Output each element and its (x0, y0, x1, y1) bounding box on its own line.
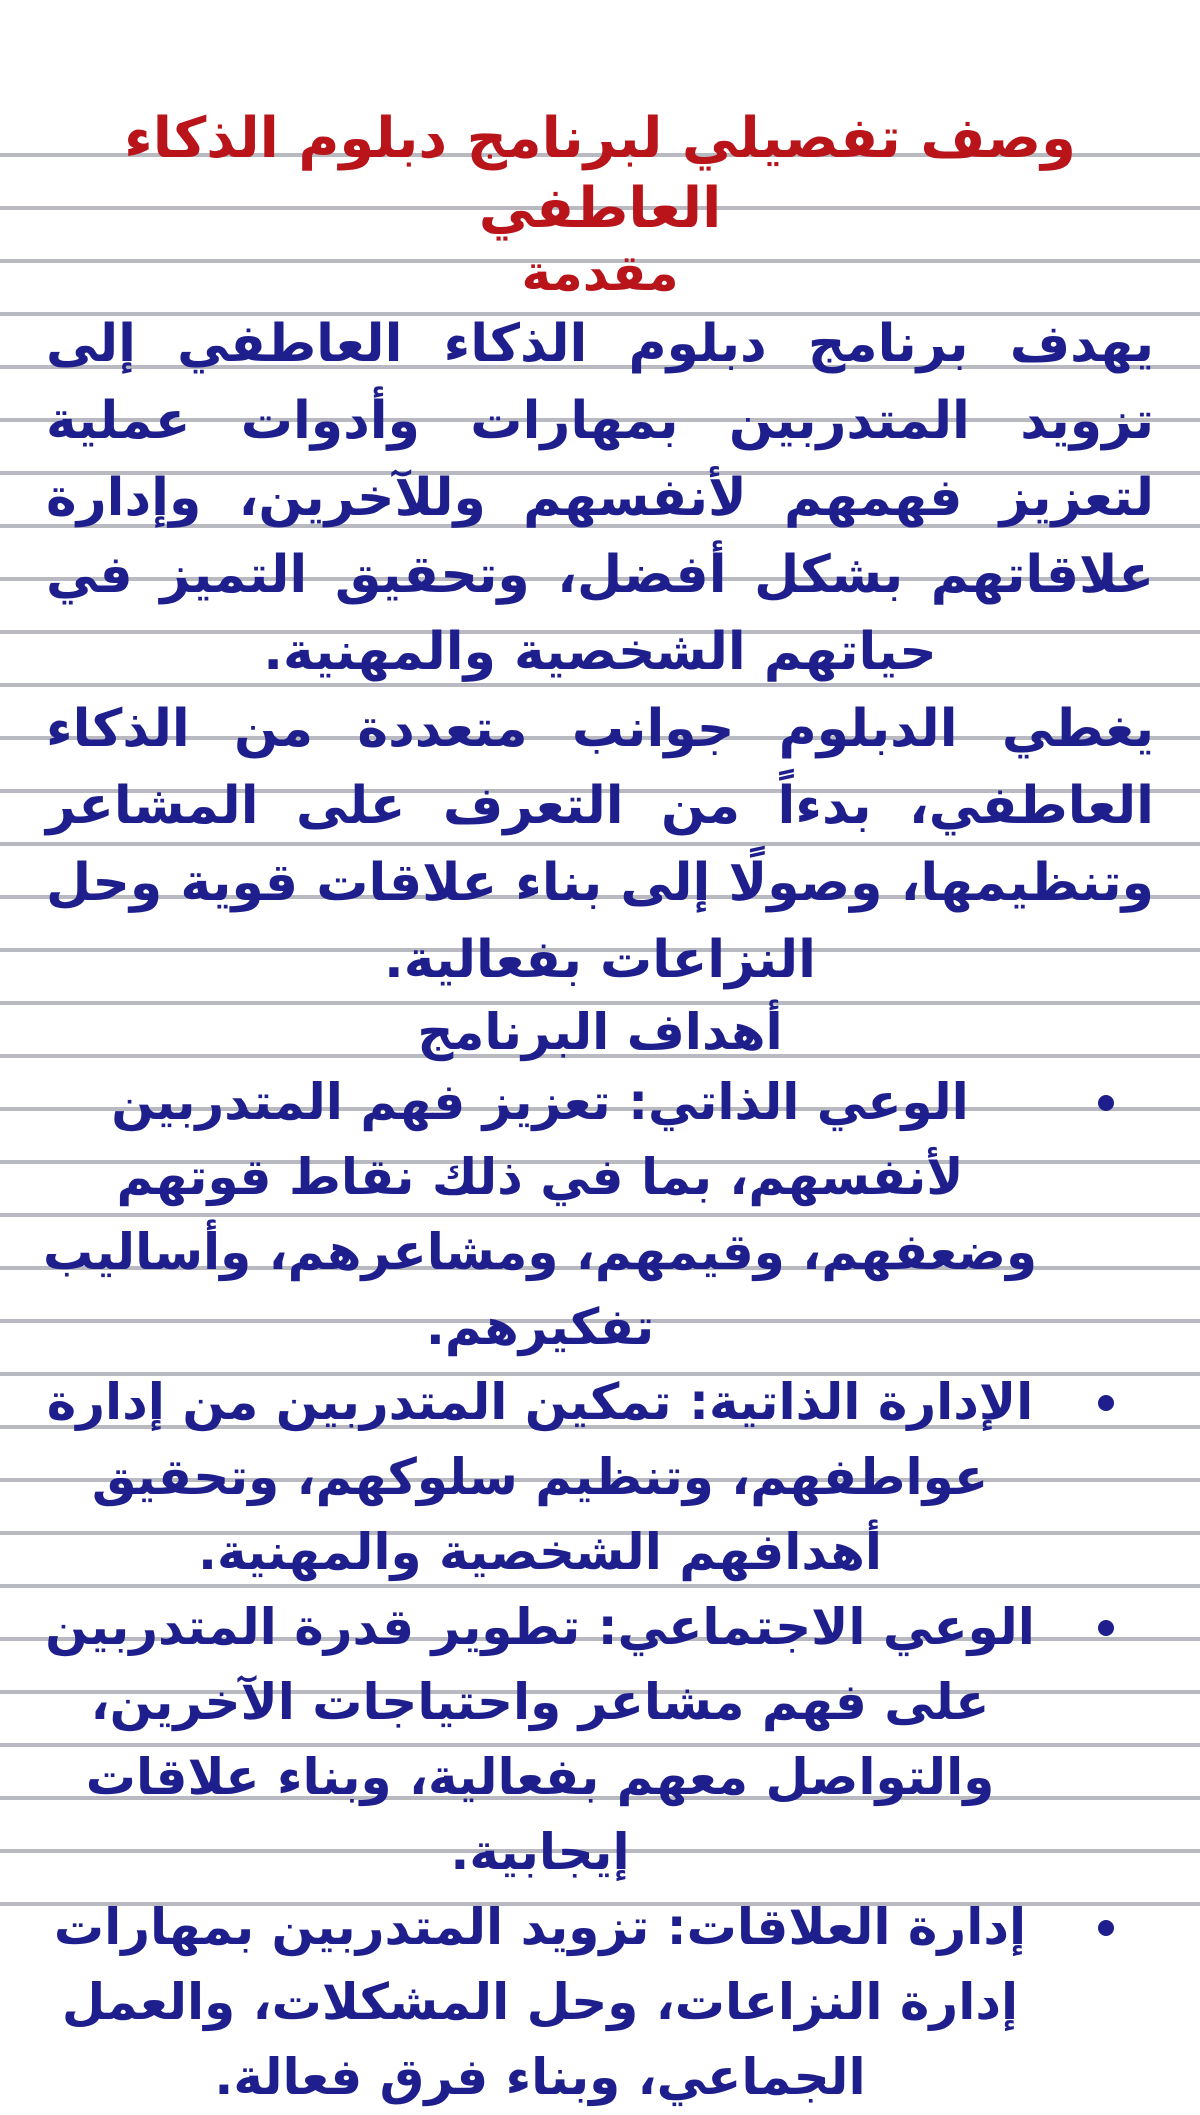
bullet-icon (1098, 1395, 1114, 1411)
goal-text: إدارة العلاقات: تزويد المتدربين بمهارات إدارة النزاعات، وحل المشكلات، والعمل الجماعي، وبناء فرق فعالة. (53, 1898, 1027, 2106)
goal-text: الإدارة الذاتية: تمكين المتدربين من إدارة عواطفهم، وتنظيم سلوكهم، وتحقيق أهدافهم الشخصية والمهنية. (46, 1373, 1034, 1581)
document-content (28, 104, 1172, 2115)
intro-paragraph-2: يغطي الدبلوم جوانب متعددة من الذكاء العاطفي، بدءاً من التعرف على المشاعر وتنظيمها، وصولًا إلى بناء علاقات قوية وحل النزاعات بفعالية. (46, 699, 1154, 990)
bullet-icon (1098, 1620, 1114, 1636)
goal-item-self-management (28, 1365, 1172, 1590)
bullet-icon (1098, 1095, 1114, 1111)
goal-text: الوعي الاجتماعي: تطوير قدرة المتدربين على فهم مشاعر واحتياجات الآخرين، والتواصل معهم بفعالية، وبناء علاقات إيجابية. (45, 1598, 1035, 1881)
intro-paragraph-1: يهدف برنامج دبلوم الذكاء العاطفي إلى تزويد المتدربين بمهارات وأدوات عملية لتعزيز فهمهم لأنفسهم وللآخرين، وإدارة علاقاتهم بشكل أفضل، وتحقيق التميز في حياتهم الشخصية والمهنية. (46, 314, 1154, 682)
goal-item-self-awareness (28, 1065, 1172, 1365)
bullet-icon (1098, 1920, 1114, 1936)
goal-text: الوعي الذاتي: تعزيز فهم المتدربين لأنفسهم، بما في ذلك نقاط قوتهم وضعفهم، وقيمهم، ومشاعرهم، وأساليب تفكيرهم. (42, 1073, 1038, 1356)
document-title: وصف تفصيلي لبرنامج دبلوم الذكاء العاطفي (124, 106, 1076, 241)
goals-list (28, 1065, 1172, 2115)
goal-item-social-awareness (28, 1590, 1172, 1890)
document-subtitle: مقدمة (521, 244, 679, 302)
goals-heading: أهداف البرنامج (417, 1003, 783, 1061)
goal-item-relationship-management (28, 1890, 1172, 2115)
